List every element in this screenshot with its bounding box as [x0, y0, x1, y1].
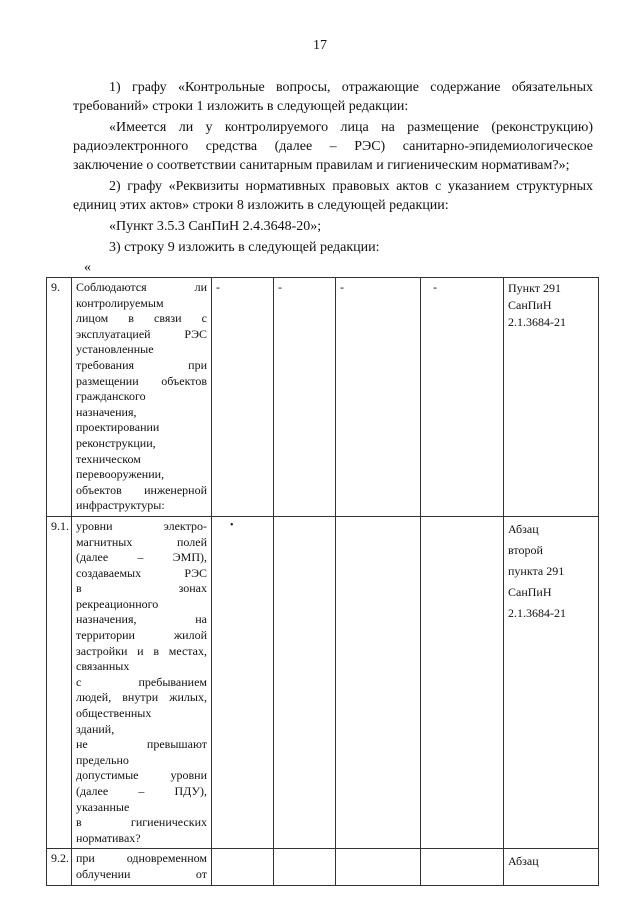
question-line: Соблюдаются ли	[76, 280, 207, 294]
reference-line: Абзац	[508, 521, 539, 536]
question-line: рекреационного	[76, 596, 159, 611]
question-line: предельно	[76, 752, 129, 767]
answer-cell: -	[274, 278, 336, 517]
answer-cell	[274, 849, 336, 885]
question-cell	[72, 849, 212, 885]
paragraph: 2) графу «Реквизиты нормативных правовых актов с указанием структурных единиц этих актов» строки 8 изложить в следующей редакции:	[73, 179, 593, 213]
question-line: в зонах	[76, 581, 207, 596]
paragraph: 1) графу «Контрольные вопросы, отражающие содержание обязательных требований» строки 1 изложить в следующей редакции:	[73, 80, 593, 114]
question-cell	[72, 278, 212, 517]
answer-cell	[336, 849, 421, 885]
question-line: лицом в связи с	[76, 311, 207, 326]
answer-cell	[212, 516, 274, 848]
answer-cell	[336, 516, 421, 848]
table-row	[47, 516, 599, 848]
paragraph: «Имеется ли у контролируемого лица на размещение (реконструкцию) радиоэлектронного средства (далее – РЭС) санитарно-эпидемиологическое заключение о соответствии санитарным правилам и гигиеническим нормативам?»;	[73, 120, 593, 173]
question-line: связанных	[76, 659, 130, 674]
question-line: зданий,	[76, 721, 115, 736]
question-line: требования при	[76, 357, 207, 372]
reference-line: 2.1.3684-21	[508, 315, 566, 329]
question-line: при одновременном	[76, 851, 207, 866]
question-line: назначения,	[76, 404, 137, 419]
table-row	[47, 278, 599, 517]
question-line: с пребыванием	[76, 674, 207, 689]
question-line: эксплуатацией РЭС	[76, 326, 207, 341]
question-line: общественных	[76, 706, 152, 721]
question-line: (далее – ПДУ),	[76, 784, 207, 798]
requirements-table	[46, 277, 599, 886]
question-line: размещении объектов	[76, 373, 207, 388]
answer-cell: -	[336, 278, 421, 517]
question-line: реконструкции,	[76, 435, 156, 450]
paragraph: 3) строку 9 изложить в следующей редакции:	[109, 240, 380, 255]
question-line: инфраструктуры:	[76, 498, 165, 513]
page-number: 17	[313, 38, 327, 53]
question-line: территории жилой	[76, 628, 207, 643]
table-body	[47, 278, 599, 886]
answer-cell	[421, 849, 504, 885]
question-line: допустимые уровни	[76, 768, 207, 783]
question-line: в гигиенических	[76, 815, 207, 830]
reference-line: Пункт 291	[508, 281, 562, 295]
question-line: указанные	[76, 799, 130, 814]
question-line: контролируемым	[76, 295, 164, 310]
question-line: объектов инженерной	[76, 482, 207, 497]
answer-cell	[421, 516, 504, 848]
paragraph: «Пункт 3.5.3 СанПиН 2.4.3648-20»;	[109, 219, 322, 234]
stray-mark: •	[230, 519, 234, 531]
reference-line: СанПиН	[508, 584, 552, 599]
answer-cell: -	[212, 278, 274, 517]
question-line: людей, внутри жилых,	[76, 690, 207, 705]
reference-cell	[504, 849, 599, 885]
question-line: перевооружении,	[76, 467, 165, 482]
reference-cell	[504, 278, 599, 517]
opening-quote-mark: «	[84, 260, 91, 275]
reference-line: второй	[508, 542, 543, 557]
table-row	[47, 849, 599, 885]
question-cell	[72, 516, 212, 848]
question-line: облучении от	[76, 866, 207, 881]
question-line: назначения, на	[76, 612, 207, 627]
question-line: магнитных полей	[76, 534, 207, 549]
question-line: гражданского	[76, 389, 146, 404]
reference-line: пункта 291	[508, 563, 565, 578]
row-number-cell: 9.1.	[47, 516, 72, 848]
question-line: не превышают	[76, 737, 207, 752]
answer-cell	[212, 849, 274, 885]
reference-line: Абзац	[508, 854, 539, 869]
question-line: застройки и в местах,	[76, 643, 207, 658]
reference-line: СанПиН	[508, 298, 552, 312]
question-line: создаваемых РЭС	[76, 565, 207, 580]
answer-cell	[274, 516, 336, 848]
answer-cell: -	[421, 278, 504, 517]
reference-cell	[504, 516, 599, 848]
reference-line: 2.1.3684-21	[508, 605, 566, 620]
question-line: проектировании	[76, 420, 160, 435]
question-line: (далее – ЭМП),	[76, 550, 207, 565]
row-number-cell: 9.	[47, 278, 72, 517]
question-line: нормативах?	[76, 830, 141, 845]
question-line: установленные	[76, 342, 154, 357]
row-number-cell: 9.2.	[47, 849, 72, 885]
question-line: уровни электро-	[76, 518, 207, 533]
body-text	[73, 78, 593, 259]
question-line: техническом	[76, 451, 141, 466]
